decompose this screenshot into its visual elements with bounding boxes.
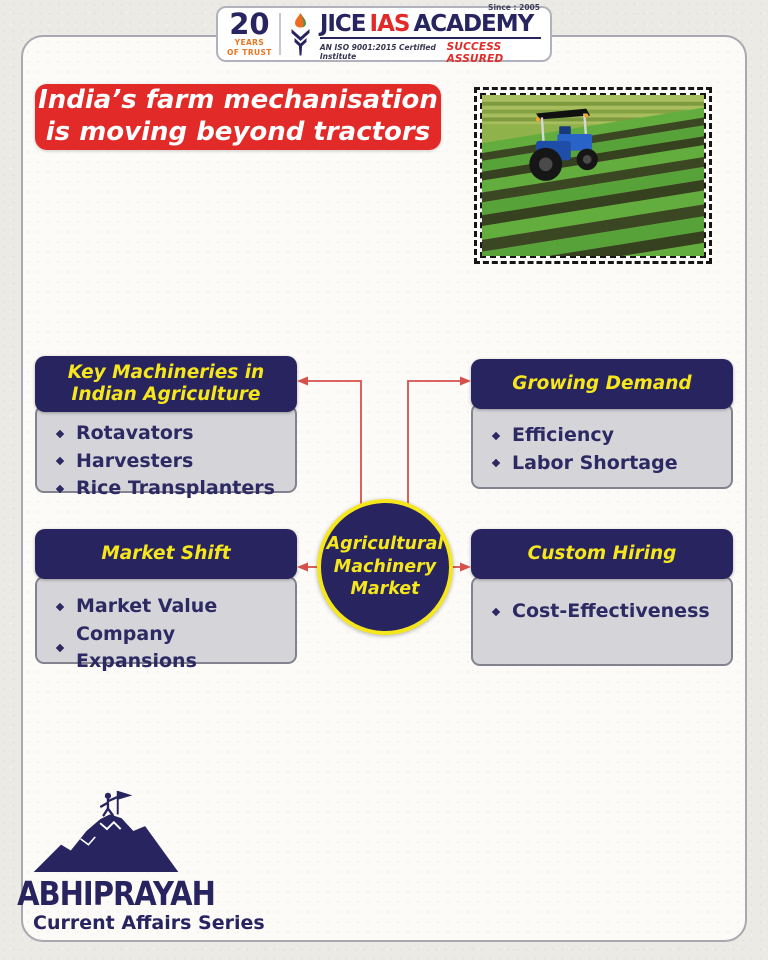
node-header-market-shift (35, 529, 297, 579)
node-body-custom-hiring (471, 576, 733, 666)
list-item: Rotavators (51, 420, 287, 448)
node-title: Key Machineries in Indian Agriculture (67, 361, 265, 405)
list-item: Cost-Effectiveness (487, 598, 723, 626)
years-badge (227, 6, 272, 57)
agricultural-machinery-market-node (317, 499, 453, 635)
node-header-growing-demand (471, 359, 733, 409)
torch-icon (288, 12, 313, 56)
abhiprayah-wordmark: ABHIPRAYAH (17, 874, 215, 914)
center-node-line-3: Market (350, 579, 420, 600)
bullet-diamond-icon (56, 485, 64, 493)
brand-underline (320, 37, 541, 39)
node-title: Custom Hiring (527, 542, 677, 564)
years-label-2: OF TRUST (227, 47, 272, 57)
logo-divider (279, 13, 281, 55)
bullet-diamond-icon (492, 608, 500, 616)
node-title: Market Shift (101, 542, 231, 564)
list-item: Company Expansions (51, 621, 287, 676)
title-banner (35, 84, 441, 150)
center-node-line-1: Agricultural (326, 533, 444, 554)
bullet-diamond-icon (492, 432, 500, 440)
brand-jice: JICE (319, 10, 366, 37)
bullet-diamond-icon (56, 644, 64, 652)
brand-ias: IAS (369, 10, 410, 37)
tractor-field-photo (474, 87, 712, 264)
node-title: Growing Demand (512, 372, 692, 394)
list-item: Efficiency (487, 422, 723, 450)
series-label: Current Affairs Series (33, 912, 265, 934)
list-item: Rice Transplanters (51, 475, 287, 503)
list-item: Market Value (51, 593, 287, 621)
title-line-2: is moving beyond tractors (45, 117, 431, 147)
brand-lockup (320, 3, 541, 65)
center-node-line-2: Machinery (333, 556, 437, 577)
bullet-diamond-icon (492, 459, 500, 467)
bullet-diamond-icon (56, 603, 64, 611)
since-label: Since : 2005 (488, 2, 540, 12)
iso-certification-label: AN ISO 9001:2015 Certified Institute (319, 43, 436, 62)
abhiprayah-mountain-logo (30, 788, 182, 874)
title-line-1: India’s farm mechanisation (38, 85, 438, 116)
node-body-key-machineries (35, 405, 297, 500)
tractor-field-illustration (482, 95, 704, 256)
node-header-custom-hiring (471, 529, 733, 579)
node-body-market-shift (35, 576, 297, 673)
list-item: Labor Shortage (487, 450, 723, 478)
success-assured-tagline: SUCCESS ASSURED (446, 41, 504, 66)
brand-academy: ACADEMY (413, 10, 534, 37)
brand-name (320, 12, 541, 36)
bullet-diamond-icon (56, 430, 64, 438)
bullet-diamond-icon (56, 457, 64, 465)
header-logo-card (216, 2, 552, 66)
years-label-1: YEARS (234, 38, 265, 48)
node-header-key-machineries (35, 356, 297, 412)
years-number: 20 (229, 6, 270, 41)
node-body-growing-demand (471, 403, 733, 489)
list-item: Harvesters (51, 448, 287, 476)
